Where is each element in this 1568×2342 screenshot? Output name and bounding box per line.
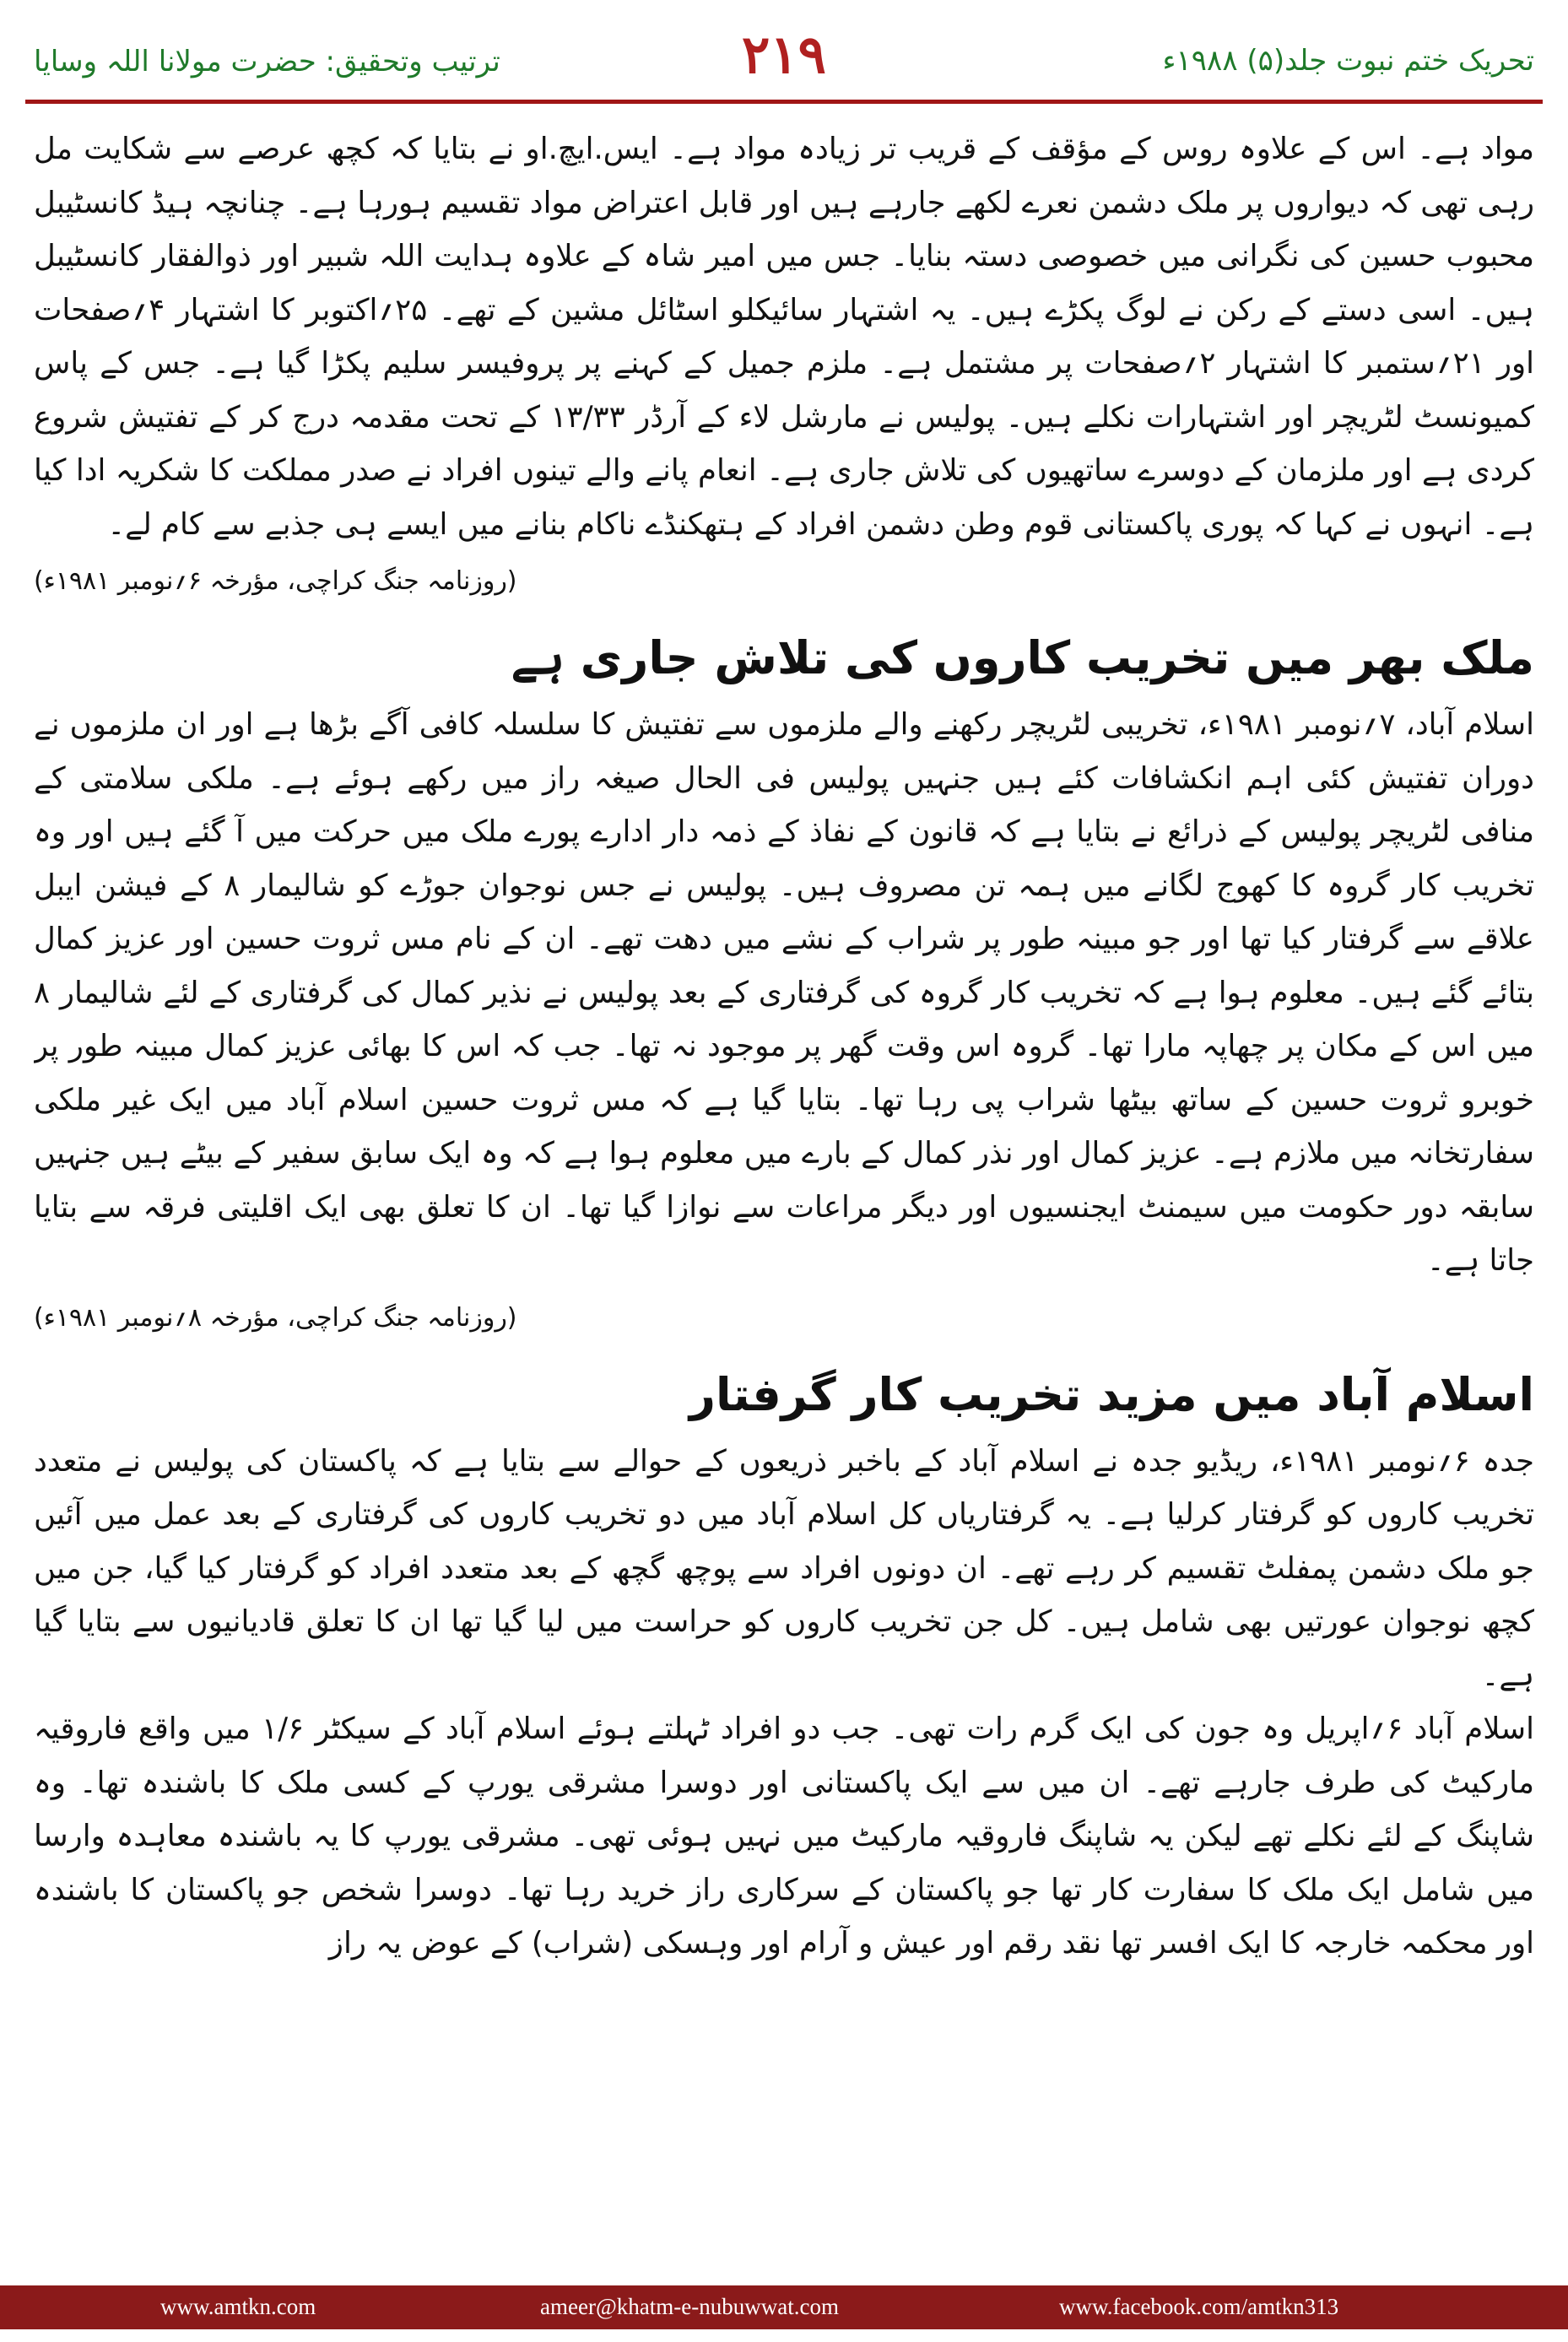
page-header	[0, 0, 1568, 101]
page-number: ۲۱۹	[742, 24, 826, 85]
facebook-link[interactable]: www.facebook.com/amtkn313	[1059, 2294, 1339, 2319]
footer-bar	[0, 2285, 1568, 2329]
paragraph-4: اسلام آباد ۶؍اپریل وہ جون کی ایک گرم رات تھی۔ جب دو افراد ٹہلتے ہوئے اسلام آباد کے سیکٹر ۱/۶ میں واقع فاروقیہ مارکیٹ کی طرف جارہے تھے۔ ان میں سے ایک پاکستانی اور دوسرا مشرقی یورپ کے کسی ملک کا باشندہ تھا۔ وہ شاپنگ کے لئے نکلے تھے لیکن یہ شاپنگ فاروقیہ مارکیٹ میں نہیں ہوئی تھی۔ مشرقی یورپ کا یہ باشندہ معاہدہ وارسا میں شامل ایک ملک کا سفارت کار تھا جو پاکستان کے سرکاری راز خرید رہا تھا۔ دوسرا شخص جو پاکستان کا باشندہ اور محکمہ خارجہ کا ایک افسر تھا نقد رقم اور عیش و آرام اور وہسکی (شراب) کے عوض یہ راز	[34, 1712, 1534, 1961]
section-heading-2: اسلام آباد میں مزید تخریب کار گرفتار	[689, 1367, 1534, 1421]
header-divider	[25, 100, 1543, 104]
website-link[interactable]: www.amtkn.com	[160, 2294, 316, 2319]
book-title: تحریک ختم نبوت جلد(۵) ۱۹۸۸ء	[1162, 44, 1534, 78]
page-body	[34, 122, 1534, 2283]
paragraph-2: اسلام آباد، ۷؍نومبر ۱۹۸۱ء، تخریبی لٹریچر رکھنے والے ملزموں سے تفتیش کا سلسلہ کافی آگے بڑھا ہے اور ان ملزموں نے دوران تفتیش کئی اہم انکشافات کئے ہیں جنہیں پولیس فی الحال صیغہ راز میں رکھے ہوئے ہے۔ ملکی سلامتی کے منافی لٹریچر پولیس کے ذرائع نے بتایا ہے کہ قانون کے نفاذ کے ذمہ دار ادارے پورے ملک میں حرکت میں آ گئے ہیں اور وہ تخریب کار گروہ کا کھوج لگانے میں ہمہ تن مصروف ہیں۔ پولیس نے جس نوجوان جوڑے کو شالیمار ۸ کے فیشن ایبل علاقے سے گرفتار کیا تھا اور جو مبینہ طور پر شراب کے نشے میں دھت تھے۔ ان کے نام مس ثروت حسین اور عزیز کمال بتائے گئے ہیں۔ معلوم ہوا ہے کہ تخریب کار گروہ کی گرفتاری کے بعد پولیس نے نذیر کمال کی گرفتاری کے لئے شالیمار ۸ میں اس کے مکان پر چھاپہ مارا تھا۔ گروہ اس وقت گھر پر موجود نہ تھا۔ جب کہ اس کا بھائی عزیز کمال مبینہ طور پر خوبرو ثروت حسین کے ساتھ بیٹھا شراب پی رہا تھا۔ بتایا گیا ہے کہ مس ثروت حسین اسلام آباد میں ایک غیر ملکی سفارتخانہ میں ملازم ہے۔ عزیز کمال اور نذر کمال کے بارے میں معلوم ہوا ہے کہ وہ ایک سابق سفیر کے بیٹے ہیں جنہیں سابقہ دور حکومت میں سیمنٹ ایجنسیوں اور دیگر مراعات سے نوازا گیا تھا۔ ان کا تعلق بھی ایک اقلیتی فرقہ سے بتایا جاتا ہے۔	[34, 707, 1534, 1278]
paragraph-3: جدہ ۶؍نومبر ۱۹۸۱ء، ریڈیو جدہ نے اسلام آباد کے باخبر ذریعوں کے حوالے سے بتایا ہے کہ پاکستان کی پولیس نے متعدد تخریب کاروں کو گرفتار کرلیا ہے۔ یہ گرفتاریاں کل اسلام آباد میں دو تخریب کاروں کی گرفتاری کے بعد عمل میں آئیں جو ملک دشمن پمفلٹ تقسیم کر رہے تھے۔ ان دونوں افراد سے پوچھ گچھ کے بعد متعدد افراد کو گرفتار کیا گیا، جن میں کچھ نوجوان عورتیں بھی شامل ہیں۔ کل جن تخریب کاروں کو حراست میں لیا گیا تھا ان کا تعلق قادیانیوں سے بتایا گیا ہے۔	[34, 1443, 1534, 1693]
source-citation-2: (روزنامہ جنگ کراچی، مؤرخہ ۸؍نومبر ۱۹۸۱ء)	[34, 1302, 517, 1333]
email-link[interactable]: ameer@khatm-e-nubuwwat.com	[540, 2294, 839, 2319]
paragraph-1: مواد ہے۔ اس کے علاوہ روس کے مؤقف کے قریب تر زیادہ مواد ہے۔ ایس.ایچ.او نے بتایا کہ کچھ عرصے سے شکایت مل رہی تھی کہ دیواروں پر ملک دشمن نعرے لکھے جارہے ہیں اور قابل اعتراض مواد تقسیم ہورہا ہے۔ چنانچہ ہیڈ کانسٹیبل محبوب حسین کی نگرانی میں خصوصی دستہ بنایا۔ جس میں امیر شاہ کے علاوہ ہدایت اللہ شبیر اور ذوالفقار کانسٹیبل ہیں۔ اسی دستے کے رکن نے لوگ پکڑے ہیں۔ یہ اشتہار سائیکلو اسٹائل مشین کے تھے۔ ۲۵؍اکتوبر کا اشتہار ۴؍صفحات اور ۲۱؍ستمبر کا اشتہار ۲؍صفحات پر مشتمل ہے۔ ملزم جمیل کے کہنے پر پروفیسر سلیم پکڑا گیا ہے۔ جس کے پاس کمیونسٹ لٹریچر اور اشتہارات نکلے ہیں۔ پولیس نے مارشل لاء کے آرڈر ۱۳/۳۳ کے تحت مقدمہ درج کر کے تفتیش شروع کردی ہے اور ملزمان کے دوسرے ساتھیوں کی تلاش جاری ہے۔ انعام پانے والے تینوں افراد نے صدر مملکت کا شکریہ ادا کیا ہے۔ انہوں نے کہا کہ پوری پاکستانی قوم وطن دشمن افراد کے ہتھکنڈے ناکام بنانے میں ایسے ہی جذبے سے کام لے۔	[34, 132, 1534, 542]
source-citation-1: (روزنامہ جنگ کراچی، مؤرخہ ۶؍نومبر ۱۹۸۱ء)	[34, 566, 517, 596]
section-heading-1: ملک بھر میں تخریب کاروں کی تلاش جاری ہے	[511, 631, 1534, 684]
compiler-credit: ترتیب وتحقیق: حضرت مولانا اللہ وسایا	[34, 45, 500, 78]
